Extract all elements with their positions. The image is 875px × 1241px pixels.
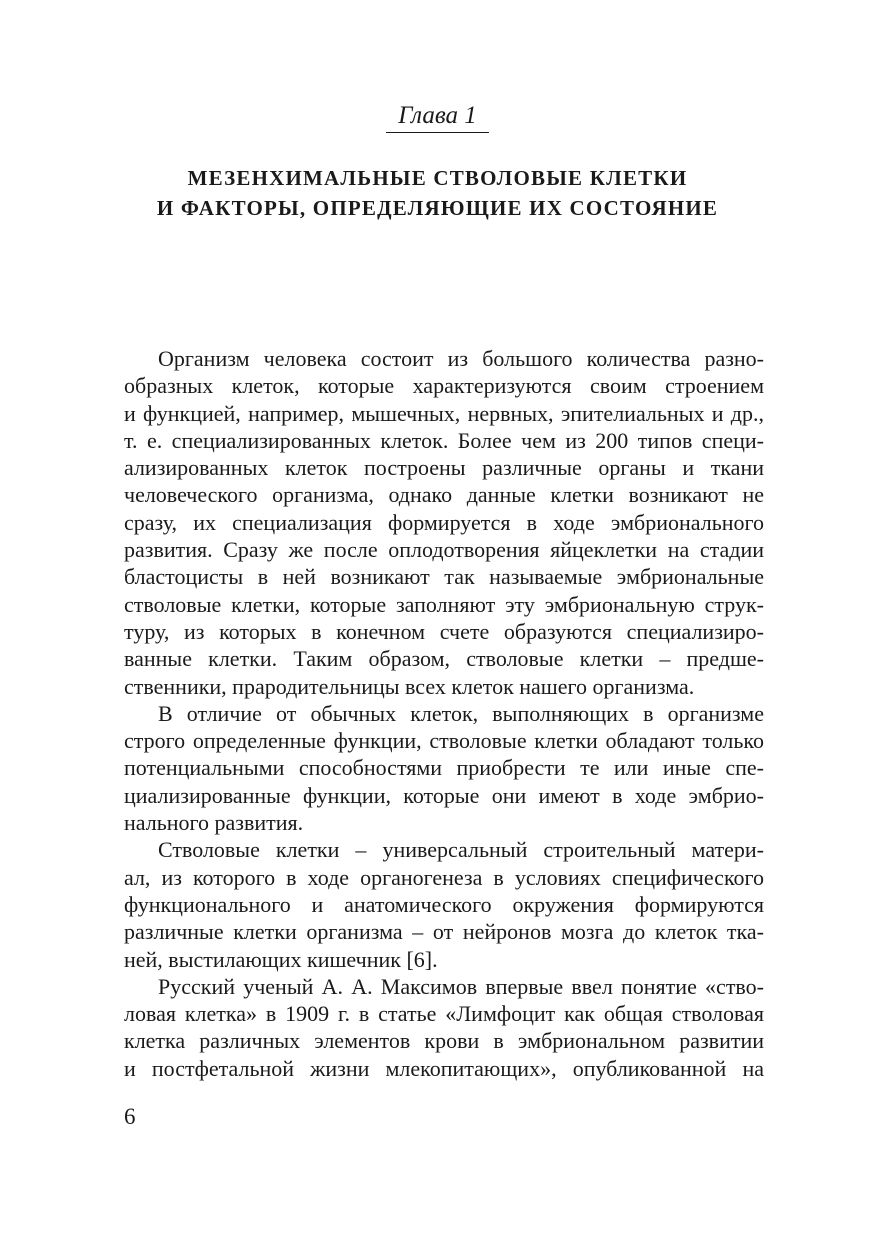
chapter-label-text: Глава 1 xyxy=(386,100,489,133)
text-line: туру, из которых в конечном счете образуются специализиро- xyxy=(124,618,764,644)
text-line: строго определенные функции, стволовые клетки обладают только xyxy=(124,728,764,754)
chapter-title-line: И ФАКТОРЫ, ОПРЕДЕЛЯЮЩИЕ ИХ СОСТОЯНИЕ xyxy=(156,196,719,220)
text-line: Организм человека состоит из большого количества разно- xyxy=(158,346,764,371)
text-line: Стволовые клетки – универсальный строительный матери- xyxy=(158,837,764,863)
paragraph xyxy=(124,836,764,972)
text-line: ванные клетки. Таким образом, стволовые клетки – предше- xyxy=(124,646,764,672)
text-line: циализированные функции, которые они имеют в ходе эмбрио- xyxy=(124,782,764,808)
text-line: ней, выстилающих кишечник [6]. xyxy=(124,946,438,972)
body-text xyxy=(124,345,764,1082)
chapter-label xyxy=(0,100,875,133)
text-line: бластоцисты в ней возникают так называемые эмбриональные xyxy=(124,564,764,590)
text-line: стволовые клетки, которые заполняют эту эмбриональную струк- xyxy=(124,591,764,617)
paragraph xyxy=(124,700,764,836)
text-line: ал, из которого в ходе органогенеза в условиях специфического xyxy=(124,864,764,890)
text-line: функционального и анатомического окружения формируются xyxy=(124,891,764,917)
paragraph xyxy=(124,973,764,1082)
text-line: потенциальными способностями приобрести те или иные спе- xyxy=(124,755,764,781)
text-line: ловая клетка» в 1909 г. в статье «Лимфоцит как общая стволовая xyxy=(124,1001,764,1027)
chapter-title-line: МЕЗЕНХИМАЛЬНЫЕ СТВОЛОВЫЕ КЛЕТКИ xyxy=(187,166,688,190)
text-line: человеческого организма, однако данные клетки возникают не xyxy=(124,482,764,508)
text-line: В отличие от обычных клеток, выполняющих в организме xyxy=(158,700,764,726)
text-line: ализированных клеток построены различные органы и ткани xyxy=(124,455,764,481)
chapter-title xyxy=(0,163,875,223)
text-line: и постфетальной жизни млекопитающих», опубликованной на xyxy=(124,1055,764,1081)
text-line: клетка различных элементов крови в эмбриональном развитии xyxy=(124,1028,764,1054)
page-number: 6 xyxy=(124,1104,136,1129)
paragraph xyxy=(124,345,764,700)
text-line: Русский ученый А. А. Максимов впервые ввел понятие «ство- xyxy=(158,973,764,999)
text-line: различные клетки организма – от нейронов мозга до клеток тка- xyxy=(124,919,764,945)
text-line: и функцией, например, мышечных, нервных, эпителиальных и др., xyxy=(124,400,764,426)
text-line: образных клеток, которые характеризуются своим строением xyxy=(124,373,764,399)
text-line: нального развития. xyxy=(124,810,304,836)
text-line: ственники, прародительницы всех клеток нашего организма. xyxy=(124,673,695,699)
text-line: развития. Сразу же после оплодотворения яйцеклетки на стадии xyxy=(124,537,764,563)
text-line: сразу, их специализация формируется в ходе эмбрионального xyxy=(124,509,764,535)
text-line: т. е. специализированных клеток. Более чем из 200 типов специ- xyxy=(124,427,764,453)
